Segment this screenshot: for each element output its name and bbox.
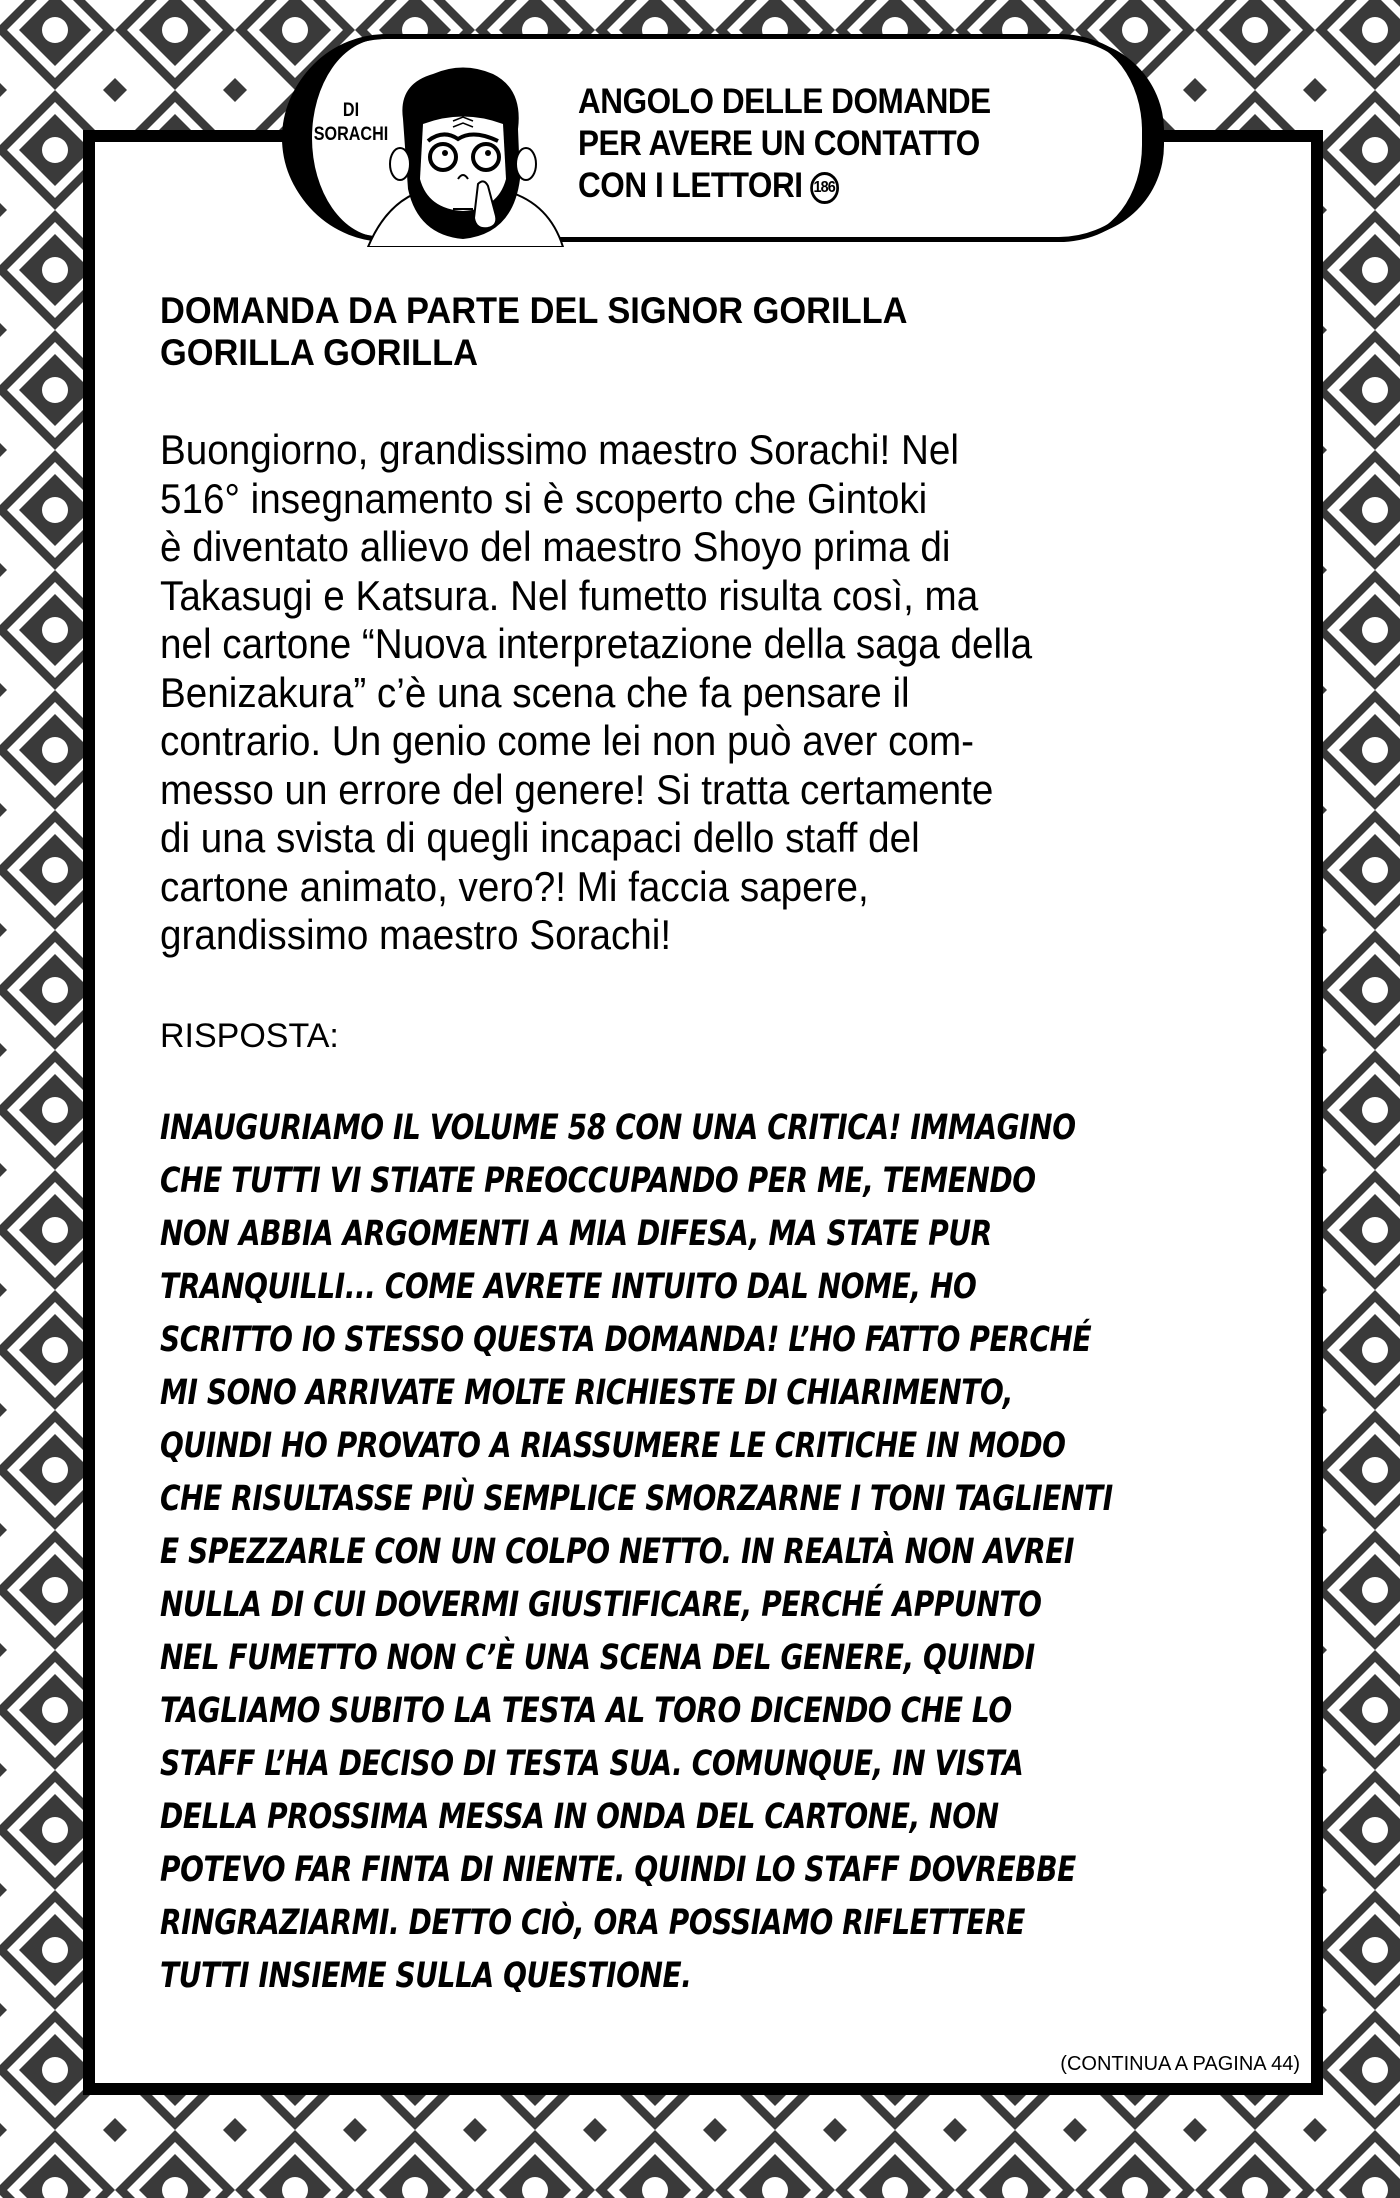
answer-line: SCRITTO IO STESSO QUESTA DOMANDA! L’HO FATTO PERCHÉ <box>160 1320 1092 1360</box>
question-body <box>160 426 1282 960</box>
answer-line: TUTTI INSIEME SULLA QUESTIONE. <box>160 1956 692 1996</box>
author-label-line: DI <box>342 100 360 121</box>
answer-line: RINGRAZIARMI. DETTO CIÒ, ORA POSSIAMO RIFLETTERE <box>160 1903 1026 1943</box>
header-title-line: ANGOLO DELLE DOMANDE <box>578 82 991 121</box>
answer-line: POTEVO FAR FINTA DI NIENTE. QUINDI LO STAFF DOVREBBE <box>160 1850 1076 1890</box>
header-title-line: CON I LETTORI <box>578 166 803 205</box>
question-line: contrario. Un genio come lei non può aver com- <box>160 717 975 764</box>
answer-line: NEL FUMETTO NON C’È UNA SCENA DEL GENERE, QUINDI <box>160 1638 1035 1678</box>
column-content <box>160 290 1280 1996</box>
answer-line: E SPEZZARLE CON UN COLPO NETTO. IN REALTÀ NON AVREI <box>160 1532 1075 1572</box>
question-line: Benizakura” c’è una scena che fa pensare il <box>160 668 910 716</box>
gorilla-portrait-icon <box>348 59 578 247</box>
answer-line: DELLA PROSSIMA MESSA IN ONDA DEL CARTONE, NON <box>160 1797 999 1837</box>
question-title <box>160 290 1276 374</box>
header-title-line-last <box>578 165 1028 207</box>
header-title <box>578 81 1028 207</box>
header-banner <box>283 34 1163 242</box>
question-line: nel cartone “Nuova interpretazione della saga della <box>160 620 1033 667</box>
answer-line: INAUGURIAMO IL VOLUME 58 CON UNA CRITICA! IMMAGINO <box>160 1108 1076 1148</box>
answer-line: QUINDI HO PROVATO A RIASSUMERE LE CRITICHE IN MODO <box>160 1426 1066 1466</box>
question-line: 516° insegnamento si è scoperto che Gintoki <box>160 474 928 522</box>
question-title-line: DOMANDA DA PARTE DEL SIGNOR GORILLA <box>160 290 908 331</box>
header-title-line: PER AVERE UN CONTATTO <box>578 124 980 163</box>
answer-line: TRANQUILLI... COME AVRETE INTUITO DAL NOME, HO <box>160 1267 977 1307</box>
continue-note: (CONTINUA A PAGINA 44) <box>1060 2053 1300 2075</box>
issue-number-badge: 186 <box>810 172 839 204</box>
answer-line: NON ABBIA ARGOMENTI A MIA DIFESA, MA STATE PUR <box>160 1214 992 1254</box>
question-title-line: GORILLA GORILLA <box>160 332 478 373</box>
question-line: Takasugi e Katsura. Nel fumetto risulta così, ma <box>160 571 979 619</box>
author-label-line: SORACHI <box>313 124 389 145</box>
answer-body <box>160 1102 1120 2003</box>
answer-line: CHE TUTTI VI STIATE PREOCCUPANDO PER ME, TEMENDO <box>160 1161 1036 1201</box>
answer-line: NULLA DI CUI DOVERMI GIUSTIFICARE, PERCHÉ APPUNTO <box>160 1585 1042 1625</box>
avatar <box>348 59 578 247</box>
question-line: grandissimo maestro Sorachi! <box>160 911 672 958</box>
answer-line: TAGLIAMO SUBITO LA TESTA AL TORO DICENDO CHE LO <box>160 1691 1012 1731</box>
question-line: è diventato allievo del maestro Shoyo prima di <box>160 523 951 570</box>
answer-line: CHE RISULTASSE PIÙ SEMPLICE SMORZARNE I TONI TAGLIENTI <box>160 1479 1113 1519</box>
answer-line: MI SONO ARRIVATE MOLTE RICHIESTE DI CHIARIMENTO, <box>160 1373 1014 1413</box>
question-line: messo un errore del genere! Si tratta certamente <box>160 765 994 813</box>
answer-line: STAFF L’HA DECISO DI TESTA SUA. COMUNQUE, IN VISTA <box>160 1744 1024 1784</box>
question-line: cartone animato, vero?! Mi faccia sapere, <box>160 862 869 910</box>
answer-label: RISPOSTA: <box>160 1017 339 1055</box>
author-label <box>304 99 398 147</box>
question-line: Buongiorno, grandissimo maestro Sorachi! Nel <box>160 426 959 473</box>
question-line: di una svista di quegli incapaci dello staff del <box>160 814 920 861</box>
